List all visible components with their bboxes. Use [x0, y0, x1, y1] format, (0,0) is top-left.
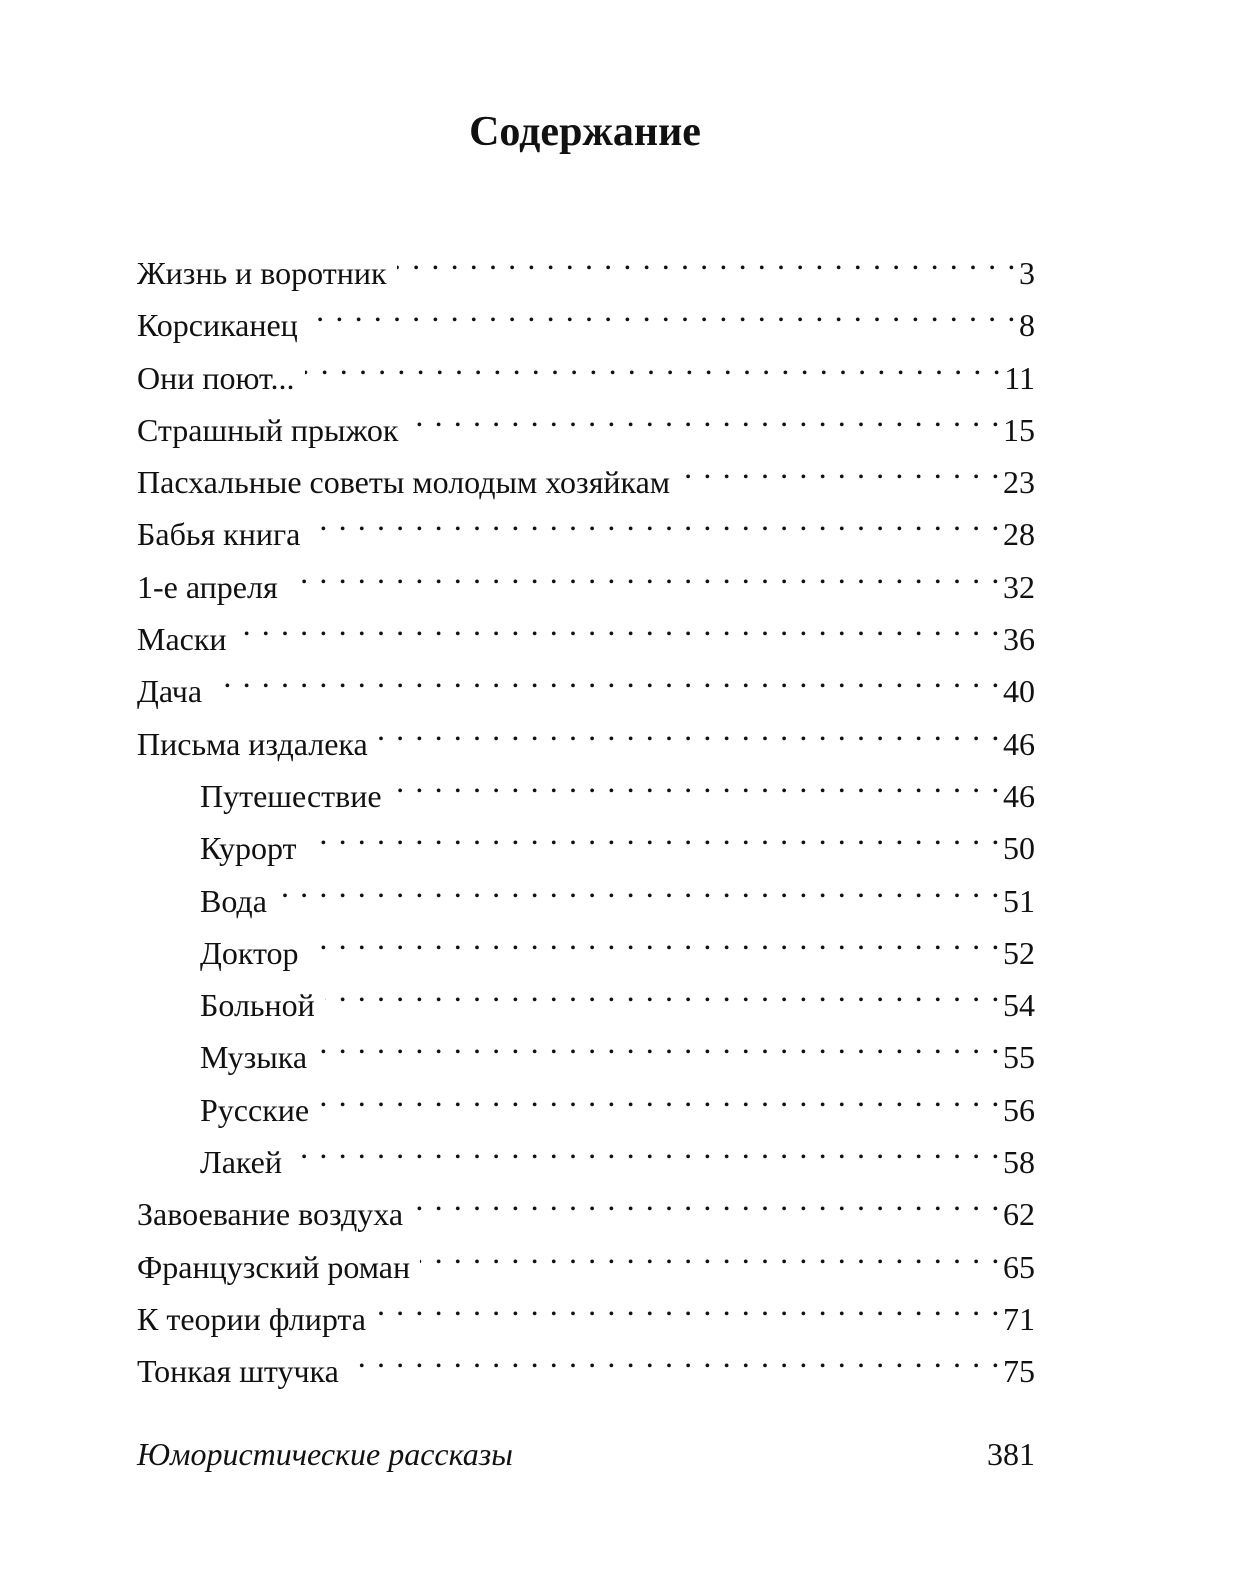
toc-entry-page: 23 — [1003, 464, 1035, 501]
toc-entry-title: Курорт — [200, 830, 297, 867]
toc-entry-page: 8 — [1019, 307, 1035, 344]
dot-leader — [319, 1069, 1001, 1121]
toc-entry-title: Путешествие — [200, 777, 382, 814]
page-title: Содержание — [469, 109, 701, 155]
toc-entry-title: Русские — [200, 1091, 310, 1128]
toc-entry — [137, 650, 1035, 710]
toc-entry-title: Пасхальные советы молодым хозяйкам — [137, 464, 671, 501]
dot-leader — [212, 650, 1001, 702]
toc-entry-title: Тонкая штучка — [137, 1353, 339, 1390]
toc-entry-page: 11 — [1004, 359, 1035, 396]
page-footer — [137, 1428, 1035, 1480]
toc-entry-page: 54 — [1003, 987, 1035, 1024]
dot-leader — [408, 389, 1001, 441]
toc-entry-title: Завоевание воздуха — [137, 1196, 404, 1233]
toc-entry-page: 15 — [1003, 411, 1035, 448]
toc-subentry — [137, 912, 1035, 971]
toc-entry-page: 65 — [1003, 1248, 1035, 1285]
table-of-contents — [137, 232, 1035, 1390]
toc-entry-title: 1-е апреля — [137, 568, 278, 605]
dot-leader — [420, 1226, 1001, 1278]
toc-entry-page: 36 — [1003, 621, 1035, 658]
toc-entry-page: 50 — [1003, 830, 1035, 867]
toc-entry — [137, 703, 1035, 762]
dot-leader — [277, 860, 1001, 912]
toc-entry-title: Страшный прыжок — [137, 411, 399, 448]
toc-entry-title: Французский роман — [137, 1248, 411, 1285]
toc-entry-page: 46 — [1003, 777, 1035, 814]
toc-entry-page: 56 — [1003, 1091, 1035, 1128]
toc-entry-title: Лакей — [200, 1144, 282, 1181]
dot-leader — [325, 964, 1001, 1016]
toc-entry-title: Письма издалека — [137, 725, 368, 762]
toc-entry-page: 32 — [1003, 568, 1035, 605]
dot-leader — [305, 337, 1003, 389]
toc-entry-page: 46 — [1003, 725, 1035, 762]
dot-leader — [307, 807, 1002, 859]
toc-entry-page: 75 — [1003, 1353, 1035, 1390]
toc-entry-title: Корсиканец — [137, 307, 298, 344]
dot-leader — [680, 441, 1001, 493]
toc-entry-page: 55 — [1003, 1039, 1035, 1076]
toc-entry-title: Музыка — [200, 1039, 308, 1076]
dot-leader — [376, 1278, 1001, 1330]
dot-leader — [292, 1121, 1001, 1173]
dot-leader — [397, 232, 1017, 284]
toc-entry-title: К теории флирта — [137, 1300, 366, 1337]
toc-entry — [137, 232, 1035, 291]
toc-entry-page: 52 — [1003, 934, 1035, 971]
dot-leader — [237, 598, 1001, 650]
toc-entry-title: Бабья книга — [137, 516, 301, 553]
dot-leader — [378, 703, 1001, 755]
dot-leader — [308, 284, 1017, 336]
toc-entry-title: Дача — [137, 673, 203, 710]
dot-leader — [349, 1330, 1001, 1382]
toc-entry-page: 3 — [1019, 255, 1035, 291]
dot-leader — [392, 755, 1001, 807]
toc-entry-title: Жизнь и воротник — [137, 255, 387, 291]
toc-entry-page: 28 — [1003, 516, 1035, 553]
dot-leader — [309, 912, 1001, 964]
toc-entry-title: Доктор — [200, 934, 299, 971]
toc-entry-title: Они поют... — [137, 359, 295, 396]
toc-entry-page: 58 — [1003, 1144, 1035, 1181]
toc-entry-page: 51 — [1003, 882, 1035, 919]
dot-leader — [413, 1173, 1001, 1225]
toc-entry-title: Маски — [137, 621, 227, 658]
dot-leader — [317, 1016, 1001, 1068]
toc-entry-title: Вода — [200, 882, 267, 919]
running-footer-book-title: Юмористические рассказы — [137, 1436, 513, 1472]
toc-entry-page: 62 — [1003, 1196, 1035, 1233]
dot-leader — [288, 546, 1001, 598]
toc-entry — [137, 598, 1035, 658]
toc-entry-page: 40 — [1003, 673, 1035, 710]
dot-leader — [310, 493, 1001, 545]
toc-entry-title: Больной — [200, 987, 315, 1024]
toc-entry-page: 71 — [1003, 1300, 1035, 1337]
page-number: 381 — [987, 1436, 1035, 1472]
